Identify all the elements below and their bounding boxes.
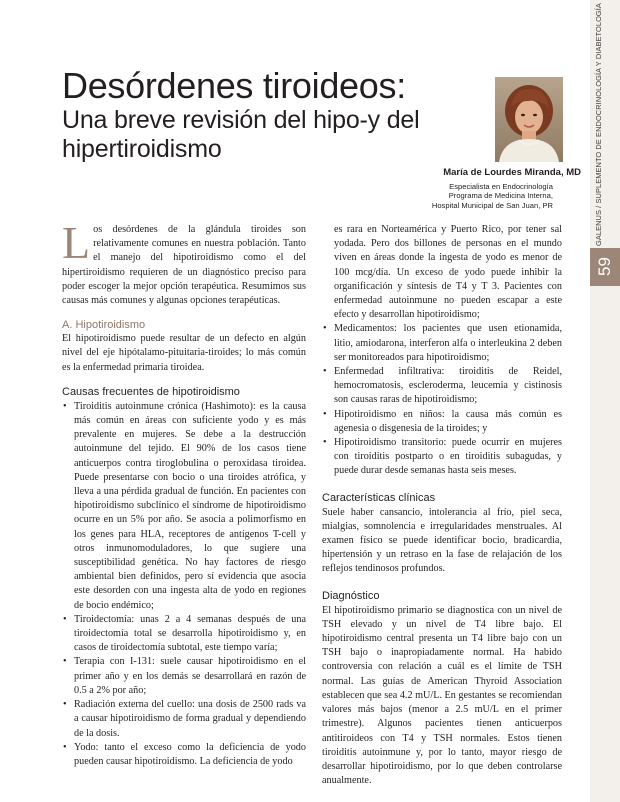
intro-paragraph [62, 217, 306, 308]
affiliation-line: Especialista en Endocrinología [449, 182, 553, 191]
clinical-text: Suele haber cansancio, intolerancia al frío, piel seca, mialgias, somnolencia e irregularidades menstruales. Al examen físico se puede identificar bocio, bradicardia, hipertensión y un retraso en la fase de relajación de los reflejos tendinosos profundos. [322, 506, 562, 575]
page-number: 59 [595, 257, 614, 277]
list-item: • Terapia con I-131: suele causar hipotiroidismo en el primer año y en los demás se desarrollará en razón de 0.5 a 2% por año; [62, 655, 306, 698]
running-head: GALENUS / SUPLEMENTO DE ENDOCRINOLOGÍA Y DIABETOLOGÍA [594, 3, 603, 246]
causes-heading: Causas frecuentes de hipotiroidismo [62, 385, 240, 398]
list-item: • Enfermedad infiltrativa: tiroiditis de Reidel, hemocromatosis, escleroderma, leucemia y cistinosis son causas raras de hipotiroidismo; [322, 365, 562, 408]
section-a-text: El hipotiroidismo puede resultar de un defecto en algún nivel del eje hipótalamo-pituitaria-tiroides; lo más común es la enfermedad primaria tiroidea. [62, 333, 306, 373]
section-a-heading: A. Hipotiroidismo [62, 319, 146, 332]
diagnosis-text: El hipotiroidismo primario se diagnostica con un nivel de TSH elevado y un nivel de T4 libre bajo. El hipotiroidismo central presenta un T4 libre bajo con un TSH bajo o inapropiadamente normal. Ha habido controversia con relación a cuál es el límite de TSH normal. Las guías de American Thyroid Association establecen que sea 4.2 mU/L. En gestantes se recomiendan valores más bajos (menor a 2.5 mU/L en el primer trimestre). Algunos pacientes tienen anticuerpos antitiroideos con T4 y TSH normales. Estos tienen tiroiditis autoinmune y, por lo tanto, mayor riesgo de desarrollar hipotiroidismo, por lo que deben controlarse anualmente. [322, 604, 562, 787]
intro-text: os desórdenes de la glándula tiroides son relativamente comunes en nuestra población. Tanto el manejo del hipotiroidismo como el del hipertiroidismo requieren de un diagnóstico preciso para poder escoger la mejor opción terapéutica. Resumimos sus causas más comunes y algunas opciones terapéuticas. [62, 224, 306, 307]
affiliation-line: Hospital Municipal de San Juan, PR [431, 200, 553, 210]
list-item: • Tiroiditis autoinmune crónica (Hashimoto): es la causa más común en áreas con suficiente yodo y es más prevalente en mujeres. Se debe a la destrucción autoinmune del tejido. El 90% de los casos tiene anticuerpos contra tiroglobulina o peroxidasa tiroidea. Puede presentarse con bocio o una tiroides atrófica, y lleva a una pérdida gradual de función. En pacientes con hipotiroidismo subclínico el síndrome de hipotiroidismo ocurre en un 5% por año. Se asocia a polimorfismo en los genes para HLA, receptores de antígenos T-cell y otros inmunomoduladores, lo que sugiere una susceptibilidad genética. No hay factores de riesgo ambiental bien definidos, pero sí evidencia que asocia este desorden con una ingesta alta de yodo en regiones de bocio endémico; [62, 400, 306, 613]
list-item: • Radiación externa del cuello: una dosis de 2500 rads va a causar hipotiroidismo de forma gradual y dependiendo de la dosis. [62, 698, 306, 741]
clinical-heading: Características clínicas [322, 491, 436, 504]
column-left [62, 217, 306, 769]
list-item: • Hipotiroidismo transitorio: puede ocurrir en mujeres con tiroiditis postparto o en tiroiditis subagudas, y puede durar desde semanas hasta seis meses. [322, 436, 562, 479]
author-photo [495, 77, 563, 162]
author-affiliation [380, 182, 553, 210]
list-item: • Medicamentos: los pacientes que usen etionamida, litio, amiodarona, interferon alfa o interleukina 2 deben ser monitoreados para hipotiroidismo; [322, 322, 562, 365]
list-item: • Hipotiroidismo en niños: la causa más común es agenesia o disgenesia de la tiroides; y [322, 408, 562, 436]
article-title: Desórdenes tiroideos: [62, 65, 406, 106]
causes-list-continued [322, 322, 562, 478]
affiliation-line: Programa de Medicina Interna, [448, 191, 553, 201]
drop-cap: L [62, 217, 91, 268]
list-item: • Tiroidectomía: unas 2 a 4 semanas después de una tiroidectomía total se desarrolla hipotiroidismo y, en casos de tiroidectomía subtotal, este tiempo varía; [62, 613, 306, 656]
list-item-continuation: es rara en Norteamérica y Puerto Rico, por tener sal yodada. Pero dos billones de personas en el mundo viven en áreas donde la ingesta de yodo es menor de 100 mcg/día. Un exceso de yodo puede inhibir la organificación y síntesis de T4 y T 3. Pacientes con enfermedad autoinmune no pueden escapar a este efecto y desarrollan hipotiroidismo; [334, 224, 562, 321]
diagnosis-heading: Diagnóstico [322, 589, 380, 602]
article-subtitle: Una breve revisión del hipo-y del hipertiroidismo [62, 106, 420, 163]
causes-list [62, 400, 306, 769]
column-right [322, 223, 562, 788]
list-item: • Yodo: tanto el exceso como la deficiencia de yodo pueden causar hipotiroidismo. La deficiencia de yodo [62, 741, 306, 769]
author-name: María de Lourdes Miranda, MD [443, 167, 581, 178]
